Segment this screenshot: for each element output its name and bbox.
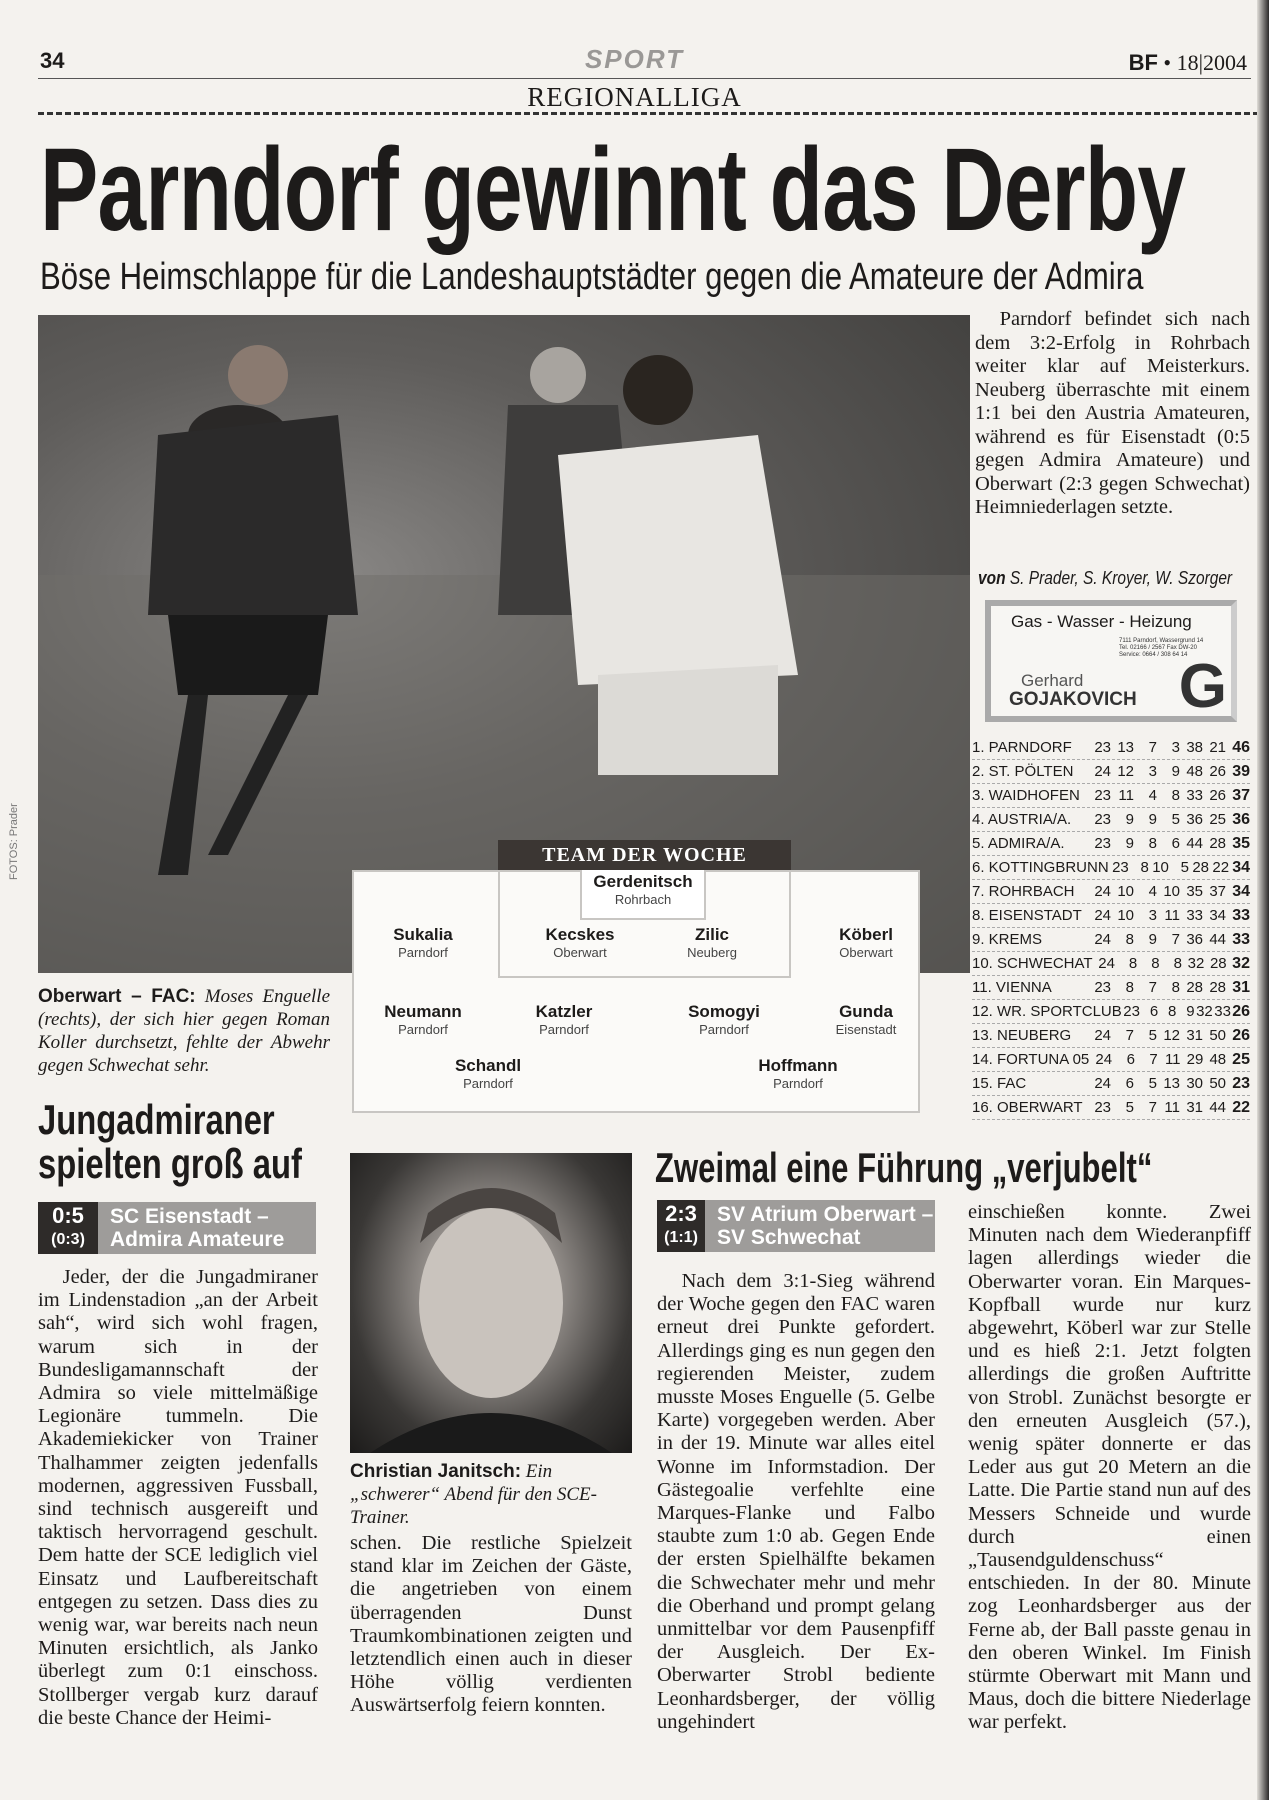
stat: 10 xyxy=(1117,883,1134,900)
team-name: 2. ST. PÖLTEN xyxy=(972,763,1074,780)
stat: 10 xyxy=(1152,859,1169,876)
stat: 29 xyxy=(1186,1051,1204,1068)
stat: 9 xyxy=(1186,1003,1195,1020)
team-name: 6. KOTTINGBRUNN xyxy=(972,859,1109,876)
stat: 24 xyxy=(1094,931,1111,948)
stat: 44 xyxy=(1209,1099,1226,1116)
points: 31 xyxy=(1232,978,1250,996)
article2-text: Nach dem 3:1-Sieg während der Woche gegen den FAC waren erneut drei Punkte gefordert. Allerdings ging es nun gegen den regierenden Meister, zudem musste Moses Enguelle (5. Gelbe Karte) vorgegeben werden. Aber in der 19. Minute war alles eitel Wonne im Informstadion. Der Gästegoalie verfehlte eine Marques-Flanke und Falbo staubte zum 1:0 ab. Gegen Ende der ersten Spielhälfte bekamen die Schwechater mehr und mehr die Oberhand und prompt gelang unmittelbar vor dem Pausenpfiff der Ausgleich. Der Ex-Oberwarter Strobl bediente Leonhardsberger, der völlig ungehindert xyxy=(657,1270,935,1733)
caption-lead: Oberwart – FAC: xyxy=(38,986,196,1007)
points: 34 xyxy=(1232,858,1250,876)
stat: 26 xyxy=(1209,787,1226,804)
stat: 23 xyxy=(1094,835,1111,852)
stat: 5 xyxy=(1148,1075,1157,1092)
stat: 24 xyxy=(1094,883,1111,900)
stat: 8 xyxy=(1171,787,1180,804)
section-label: SPORT xyxy=(584,44,685,74)
team-name: 13. NEUBERG xyxy=(972,1027,1072,1044)
coach-photo xyxy=(350,1153,632,1453)
stat: 11 xyxy=(1164,1099,1180,1116)
final-score: 2:3 xyxy=(665,1201,697,1226)
stat: 10 xyxy=(1117,907,1134,924)
stat: 28 xyxy=(1209,835,1226,852)
ad-phone: Tel. 02166 / 2567 Fax DW-20 xyxy=(1119,645,1197,651)
stat: 9 xyxy=(1125,835,1134,852)
stat: 7 xyxy=(1148,739,1157,756)
caption-text: Ein „schwerer“ Abend für den SCE-Trainer. xyxy=(350,1461,597,1528)
article1-title xyxy=(38,1098,338,1186)
player xyxy=(801,925,931,960)
stat: 11 xyxy=(1164,1051,1181,1068)
stat: 9 xyxy=(1148,931,1157,948)
stat: 33 xyxy=(1214,1003,1231,1020)
score xyxy=(657,1200,705,1252)
team-name: 14. FORTUNA 05 xyxy=(972,1051,1090,1068)
stat: 6 xyxy=(1149,1003,1159,1020)
stat: 23 xyxy=(1094,1099,1111,1116)
score xyxy=(38,1202,98,1254)
team-name: 16. OBERWART xyxy=(972,1099,1083,1116)
stat: 5 xyxy=(1171,811,1180,828)
stat: 9 xyxy=(1148,811,1157,828)
team-name: 11. VIENNA xyxy=(972,979,1052,996)
stat: 6 xyxy=(1126,1051,1135,1068)
team-name: 1. PARNDORF xyxy=(972,739,1072,756)
caption-lead: Christian Janitsch: xyxy=(350,1461,522,1482)
stat: 8 xyxy=(1125,979,1134,996)
stat: 28 xyxy=(1209,955,1227,972)
match-teams xyxy=(98,1202,284,1254)
points: 33 xyxy=(1232,906,1250,924)
player xyxy=(801,1002,931,1037)
stat: 10 xyxy=(1163,883,1180,900)
halftime-score: (0:3) xyxy=(51,1231,85,1248)
points: 33 xyxy=(1232,930,1250,948)
stat: 33 xyxy=(1186,907,1203,924)
stat: 7 xyxy=(1149,1051,1158,1068)
player-name: Zilic xyxy=(694,925,729,944)
teams-line: SV Atrium Oberwart – xyxy=(717,1203,934,1226)
team-of-week-title: TEAM DER WOCHE xyxy=(498,840,791,870)
header-rule xyxy=(38,78,1251,79)
points: 46 xyxy=(1232,738,1250,756)
player-club: Parndorf xyxy=(773,1076,823,1091)
stat: 44 xyxy=(1209,931,1226,948)
stat: 7 xyxy=(1125,1027,1134,1044)
main-photo-caption xyxy=(38,985,330,1077)
player-club: Parndorf xyxy=(463,1076,513,1091)
article1-text: Jeder, der die Jungadmiraner im Lindenstadion „an der Arbeit sah“, wird sich wohl fragen, warum sich in der Bundesligamannschaft der Admira so viele mittelmäßige Legionäre tummeln. Die Akademiekicker von Trainer Thalhammer zeigten jedenfalls modernen, aggressiven Fussball, sind technisch ausgereift und taktisch hervorragend geschult. Dem hatte der SCE lediglich viel Einsatz und Laufbereitschaft entgegen zu setzen. Dass dies zu wenig war, war bereits nach neun Minuten ersichtlich, als Janko überlegt zum 0:1 einschoss. Stollberger vergab kurz darauf die beste Chance der Heimi- xyxy=(38,1266,318,1729)
standings-row xyxy=(972,832,1250,856)
stat: 3 xyxy=(1148,907,1157,924)
standings-row xyxy=(972,1024,1250,1048)
team-name: 3. WAIDHOFEN xyxy=(972,787,1080,804)
team-name: 4. AUSTRIA/A. xyxy=(972,811,1072,828)
article1-scorebox xyxy=(38,1202,316,1254)
subheadline: Böse Heimschlappe für die Landeshauptstädter gegen die Amateure der Admira xyxy=(40,256,1144,298)
article2-text-continued: einschießen konnte. Zwei Minuten nach dem Wiederanpfiff lagen allerdings wieder die Oberwarter voran. Ein Marques-Kopfball wurde nur kurz abgewehrt, Köberl war zur Stelle und es hieß 2:1. Jetzt folgten allerdings die großen Auftritte von Strobl. Zunächst besorgte er den erneuten Ausgleich (57.), wenig später donnerte er das Leder aus gut 20 Metern an die Latte. Die Partie stand nun auf des Messers Schneide und wurde durch einen „Tausendguldenschuss“ entschieden. In der 80. Minute zog Leonhardsberger aus der Ferne ab, der Ball passte genau in den oberen Winkel. Im Finish stürmte Oberwart mit Mann und Maus, doch die bittere Niederlage war perfekt. xyxy=(968,1201,1251,1734)
team-name: 8. EISENSTADT xyxy=(972,907,1082,924)
byline xyxy=(978,568,1232,589)
player-club: Parndorf xyxy=(398,945,448,960)
stat: 8 xyxy=(1151,955,1160,972)
stat: 24 xyxy=(1094,907,1111,924)
player-club: Eisenstadt xyxy=(835,1022,897,1037)
stat: 5 xyxy=(1180,859,1189,876)
stat: 9 xyxy=(1171,763,1180,780)
stat: 6 xyxy=(1125,1075,1134,1092)
team-name: 9. KREMS xyxy=(972,931,1043,948)
stat: 8 xyxy=(1125,931,1134,948)
page-number: 34 xyxy=(40,48,65,73)
standings-row xyxy=(972,880,1250,904)
stat: 13 xyxy=(1163,1075,1180,1092)
dashed-divider xyxy=(38,112,1259,115)
standings-row xyxy=(972,1048,1250,1072)
stat: 8 xyxy=(1148,835,1157,852)
intro-text: Parndorf befindet sich nach dem 3:2-Erfolg in Rohrbach weiter klar auf Meisterkurs. Neuberg überraschte mit einem 1:1 bei den Austria Amateuren, während es für Eisenstadt (0:5 gegen Admira Amateure) und Oberwart (2:3 gegen Schwechat) Heimniederlagen setzte. xyxy=(975,308,1250,518)
points: 26 xyxy=(1232,1002,1250,1020)
standings-row xyxy=(972,1072,1250,1096)
player-name: Kecskes xyxy=(545,925,615,944)
ad-logo: G xyxy=(1178,652,1227,721)
stat: 23 xyxy=(1112,859,1129,876)
stat: 35 xyxy=(1186,883,1203,900)
stat: 9 xyxy=(1125,811,1134,828)
stat: 32 xyxy=(1187,955,1205,972)
stat: 7 xyxy=(1148,1099,1157,1116)
player-club: Rohrbach xyxy=(614,892,672,907)
stat: 7 xyxy=(1171,931,1180,948)
article1-text-continued: schen. Die restliche Spielzeit stand klar im Zeichen der Gäste, die angetrieben von einem überragenden Dunst Traumkombinationen zeigten und letztendlich einen auch in dieser Höhe völlig verdienten Auswärtserfolg feiern konnten. xyxy=(350,1532,632,1717)
standings-row xyxy=(972,904,1250,928)
stat: 50 xyxy=(1209,1027,1226,1044)
stat: 34 xyxy=(1209,907,1226,924)
points: 22 xyxy=(1232,1098,1250,1116)
player-name: Somogyi xyxy=(688,1002,760,1021)
points: 34 xyxy=(1232,882,1250,900)
stat: 4 xyxy=(1148,883,1157,900)
advertisement xyxy=(985,600,1237,722)
team-name: 10. SCHWECHAT xyxy=(972,955,1093,972)
stat: 5 xyxy=(1125,1099,1134,1116)
player xyxy=(423,1056,553,1091)
standings-row xyxy=(972,784,1250,808)
stat: 23 xyxy=(1094,787,1111,804)
points: 37 xyxy=(1232,786,1250,804)
final-score: 0:5 xyxy=(52,1203,84,1228)
ad-address: 7111 Parndorf, Wassergrund 14 xyxy=(1119,638,1204,644)
team-name: 15. FAC xyxy=(972,1075,1027,1092)
ad-first-name: Gerhard xyxy=(1021,671,1084,690)
stat: 26 xyxy=(1209,763,1226,780)
match-teams xyxy=(705,1200,933,1252)
stat: 23 xyxy=(1094,739,1111,756)
team-name: 7. ROHRBACH xyxy=(972,883,1075,900)
stat: 23 xyxy=(1094,979,1111,996)
standings-row xyxy=(972,976,1250,1000)
byline-prefix: von xyxy=(978,568,1006,588)
stat: 13 xyxy=(1117,739,1134,756)
stat: 25 xyxy=(1209,811,1226,828)
page-edge-shadow xyxy=(1257,0,1269,1800)
team-name: 5. ADMIRA/A. xyxy=(972,835,1065,852)
article2-scorebox xyxy=(657,1200,935,1252)
stat: 3 xyxy=(1171,739,1180,756)
points: 36 xyxy=(1232,810,1250,828)
stat: 28 xyxy=(1186,979,1203,996)
standings-table xyxy=(972,736,1250,1120)
player-name: Hoffmann xyxy=(758,1056,838,1075)
issue-number: 18 xyxy=(1176,50,1199,75)
stat: 11 xyxy=(1118,787,1134,804)
stat: 36 xyxy=(1186,811,1203,828)
stat: 28 xyxy=(1209,979,1226,996)
article1-title-line: spielten groß auf xyxy=(38,1140,302,1187)
stat: 48 xyxy=(1186,763,1203,780)
stat: 22 xyxy=(1212,859,1230,876)
stat: 24 xyxy=(1094,1075,1111,1092)
team-name: 12. WR. SPORTCLUB xyxy=(972,1003,1122,1020)
stat: 6 xyxy=(1171,835,1180,852)
stat: 24 xyxy=(1094,763,1111,780)
player-name: Sukalia xyxy=(393,925,453,944)
player-name: Schandl xyxy=(454,1056,522,1075)
player-name: Katzler xyxy=(535,1002,593,1021)
article2-title: Zweimal eine Führung „verjubelt“ xyxy=(655,1144,1153,1191)
player-club: Neuberg xyxy=(687,945,737,960)
points: 23 xyxy=(1232,1074,1250,1092)
stat: 38 xyxy=(1186,739,1203,756)
stat: 23 xyxy=(1094,811,1111,828)
player-club: Parndorf xyxy=(699,1022,749,1037)
article1-title-line: Jungadmiraner xyxy=(38,1096,275,1143)
points: 39 xyxy=(1232,762,1250,780)
byline-authors: S. Prader, S. Kroyer, W. Szorger xyxy=(1009,568,1233,588)
standings-row xyxy=(972,952,1250,976)
stat: 31 xyxy=(1186,1099,1203,1116)
issue-info: BF • 18|2004 xyxy=(1128,50,1247,75)
standings-row xyxy=(972,928,1250,952)
points: 32 xyxy=(1232,954,1250,972)
headline: Parndorf gewinnt das Derby xyxy=(40,124,1186,256)
teams-line: SC Eisenstadt – xyxy=(110,1205,269,1228)
stat: 32 xyxy=(1196,1003,1213,1020)
stat: 44 xyxy=(1186,835,1203,852)
teams-line: SV Schwechat xyxy=(717,1226,861,1249)
ad-services: Gas - Wasser - Heizung xyxy=(1011,612,1192,631)
photo-credit: FOTOS: Prader xyxy=(8,803,20,880)
player-club: Oberwart xyxy=(839,945,893,960)
standings-row xyxy=(972,856,1250,880)
stat: 50 xyxy=(1209,1075,1226,1092)
stat: 37 xyxy=(1209,883,1226,900)
points: 35 xyxy=(1232,834,1250,852)
player-name: Neumann xyxy=(384,1002,462,1021)
stat: 48 xyxy=(1209,1051,1227,1068)
ad-last-name: GOJAKOVICH xyxy=(1009,689,1137,710)
stat: 12 xyxy=(1117,763,1134,780)
stat: 23 xyxy=(1123,1003,1140,1020)
stat: 8 xyxy=(1173,955,1182,972)
player xyxy=(647,925,777,960)
player xyxy=(358,1002,488,1037)
issue-year: 2004 xyxy=(1203,50,1247,75)
teams-line: Admira Amateure xyxy=(110,1228,285,1251)
coach-photo-caption xyxy=(350,1460,635,1529)
stat: 3 xyxy=(1148,763,1157,780)
publication: BF xyxy=(1128,50,1158,75)
rubric: REGIONALLIGA xyxy=(527,82,742,112)
stat: 8 xyxy=(1168,1003,1177,1020)
player-name: Gerdenitsch xyxy=(593,872,693,891)
stat: 11 xyxy=(1164,907,1180,924)
stat: 31 xyxy=(1186,1027,1203,1044)
stat: 24 xyxy=(1095,1051,1113,1068)
standings-row xyxy=(972,808,1250,832)
points: 25 xyxy=(1232,1050,1250,1068)
stat: 21 xyxy=(1209,739,1226,756)
player-club: Oberwart xyxy=(553,945,607,960)
stat: 8 xyxy=(1140,859,1149,876)
stat: 30 xyxy=(1186,1075,1203,1092)
player xyxy=(659,1002,789,1037)
stat: 12 xyxy=(1163,1027,1180,1044)
stat: 36 xyxy=(1186,931,1203,948)
stat: 7 xyxy=(1148,979,1157,996)
stat: 33 xyxy=(1186,787,1203,804)
stat: 24 xyxy=(1094,1027,1111,1044)
standings-row xyxy=(972,760,1250,784)
points: 26 xyxy=(1232,1026,1250,1044)
player-club: Parndorf xyxy=(539,1022,589,1037)
player xyxy=(578,872,708,907)
player xyxy=(733,1056,863,1091)
caption-text: Moses Enguelle (rechts), der sich hier gegen Roman Koller durchsetzt, fehlte der Abwehr gegen Schwechat sehr. xyxy=(38,986,330,1076)
stat: 8 xyxy=(1128,955,1138,972)
player-name: Gunda xyxy=(839,1002,893,1021)
player xyxy=(515,925,645,960)
player xyxy=(358,925,488,960)
standings-row xyxy=(972,1096,1250,1120)
coach-portrait-image xyxy=(350,1153,632,1453)
stat: 4 xyxy=(1148,787,1157,804)
stat: 28 xyxy=(1192,859,1209,876)
ad-service-phone: Service: 0664 / 308 64 14 xyxy=(1119,652,1188,658)
stat: 24 xyxy=(1098,955,1115,972)
stat: 8 xyxy=(1171,979,1180,996)
standings-row xyxy=(972,1000,1250,1024)
stat: 5 xyxy=(1148,1027,1157,1044)
player-club: Parndorf xyxy=(398,1022,448,1037)
player xyxy=(499,1002,629,1037)
halftime-score: (1:1) xyxy=(664,1229,698,1246)
standings-row xyxy=(972,736,1250,760)
player-name: Köberl xyxy=(839,925,893,944)
